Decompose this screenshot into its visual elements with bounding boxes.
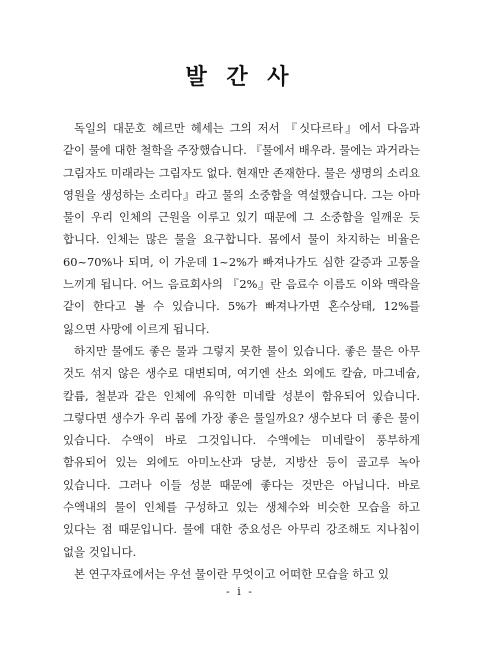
paragraph-2: 하지만 물에도 좋은 물과 그렇지 못한 물이 있습니다. 좋은 물은 아무 것도 섞지 않은 생수로 대변되며, 여기엔 산소 외에도 칼슘, 마그네슘, 칼륨, 철분과 같은 인체에 유익한 미네랄 성분이 함유되어 있습니다. 그렇다면 생수가 우리 몸에 가장 좋은 물일까요? 생수보다 더 좋은 물이 있습니다. 수액이 바로 그것입니다. 수액에는 미네랄이 풍부하게 함유되어 있는 외에도 아미노산과 당분, 지방산 등이 골고루 녹아 있습니다. 그러나 이들 성분 때문에 좋다는 것만은 아닙니다. 바로 수액내의 물이 인체를 구성하고 있는 생체수와 비슷한 모습을 하고 있다는 점 때문입니다. 물에 대한 중요성은 아무리 강조해도 지나침이 없을 것입니다. — [63, 343, 420, 559]
page-title: 발 간 사 — [185, 65, 295, 90]
page-number: - i - — [226, 585, 254, 598]
body-text — [63, 117, 420, 585]
paragraph-1: 독일의 대문호 헤르만 헤세는 그의 저서 『싯다르타』에서 다음과 같이 물에 대한 철학을 주장했습니다. 『물에서 배우라. 물에는 과거라는 그림자도 미래라는 그림자도 없다. 현재만 존재한다. 물은 생명의 소리요 영원을 생성하는 소리다』라고 물의 소중함을 역설했습니다. 그는 아마 물이 우리 인체의 근원을 이루고 있기 때문에 그 소중함을 일깨운 듯 합니다. 인체는 많은 물을 요구합니다. 몸에서 물이 차지하는 비율은 60~70%나 되며, 이 가운데 1~2%가 빠져나가도 심한 갈증과 고통을 느끼게 됩니다. 어느 음료회사의 『2%』란 음료수 이름도 이와 맥락을 같이 한다고 볼 수 있습니다. 5%가 빠져나가면 혼수상태, 12%를 잃으면 사망에 이르게 됩니다. — [63, 121, 420, 336]
paragraph-3: 본 연구자료에서는 우선 물이란 무엇이고 어떠한 모습을 하고 있 — [74, 566, 390, 581]
